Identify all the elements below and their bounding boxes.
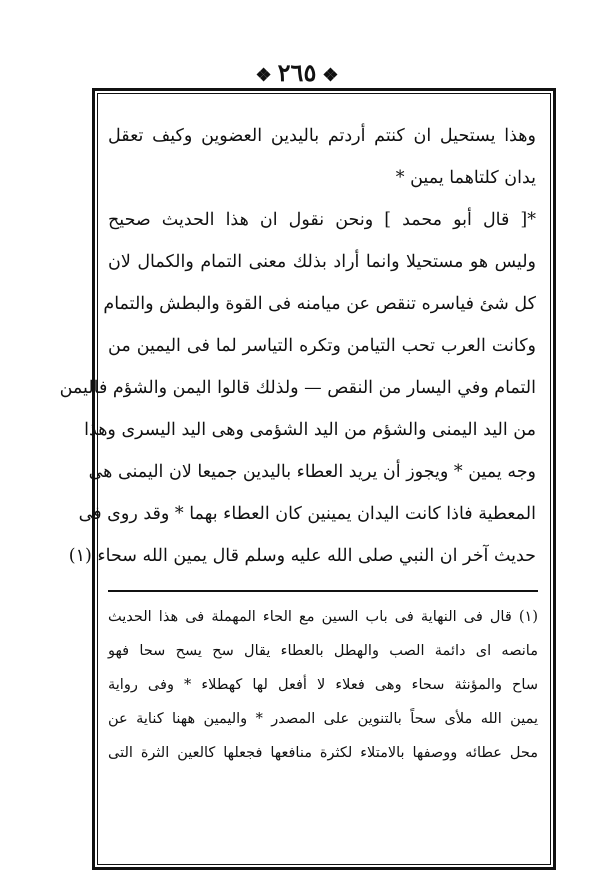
- text-line: حديث آخر ان النبي صلى الله عليه وسلم قال يمين الله سحاء (١): [68, 546, 536, 566]
- page-number-text: ٢٦٥: [277, 58, 317, 87]
- footnote-divider: [108, 590, 538, 592]
- footnote: [108, 600, 538, 770]
- text-line: وهذا يستحيل ان كنتم أردتم باليدين العضوين وكيف تعقل: [108, 126, 536, 146]
- text-line: من اليد اليمنى والشؤم من اليد الشؤمى وهى اليد اليسرى وهذا: [84, 420, 536, 440]
- text-line: يدان كلتاهما يمين *: [395, 168, 536, 188]
- text-line: وليس هو مستحيلا وانما أراد بذلك معنى التمام والكمال لان: [108, 252, 536, 272]
- text-line: وكانت العرب تحب التيامن وتكره التياسر لما فى اليمين من: [108, 336, 536, 356]
- footnote-line: يمين الله ملأى سحاً بالتنوين على المصدر * واليمين ههنا كناية عن: [108, 711, 538, 727]
- page-number: [0, 58, 594, 87]
- footnote-line: مانصه اى دائمة الصب والهطل بالعطاء يقال سح يسح سحا فهو: [108, 643, 538, 659]
- text-line: وجه يمين * ويجوز أن يريد العطاء باليدين جميعا لان اليمنى هى: [88, 462, 536, 482]
- text-line: كل شئ فياسره تنقص عن ميامنه فى القوة والبطش والتمام: [103, 294, 536, 314]
- footnote-line: ساح والمؤنثة سحاء وهى فعلاء لا أفعل لها كهطلاء * وفى رواية: [108, 677, 538, 693]
- ornament-left-icon: ❖: [322, 65, 339, 86]
- main-text: [59, 115, 536, 577]
- footnote-line: محل عطائه ووصفها بالامتلاء لكثرة منافعها فجعلها كالعين الثرة التى: [108, 745, 538, 761]
- footnote-line: (١) قال فى النهاية فى باب السين مع الحاء المهملة فى هذا الحديث: [108, 609, 538, 625]
- ornament-right-icon: ❖: [255, 65, 272, 86]
- text-line: التمام وفي اليسار من النقص — ولذلك قالوا اليمن والشؤم فاليمن: [59, 378, 536, 398]
- text-line: *[ قال أبو محمد ] ونحن نقول ان هذا الحديث صحيح: [108, 210, 536, 230]
- text-line: المعطية فاذا كانت اليدان يمينين كان العطاء بهما * وقد روى فى: [78, 504, 536, 524]
